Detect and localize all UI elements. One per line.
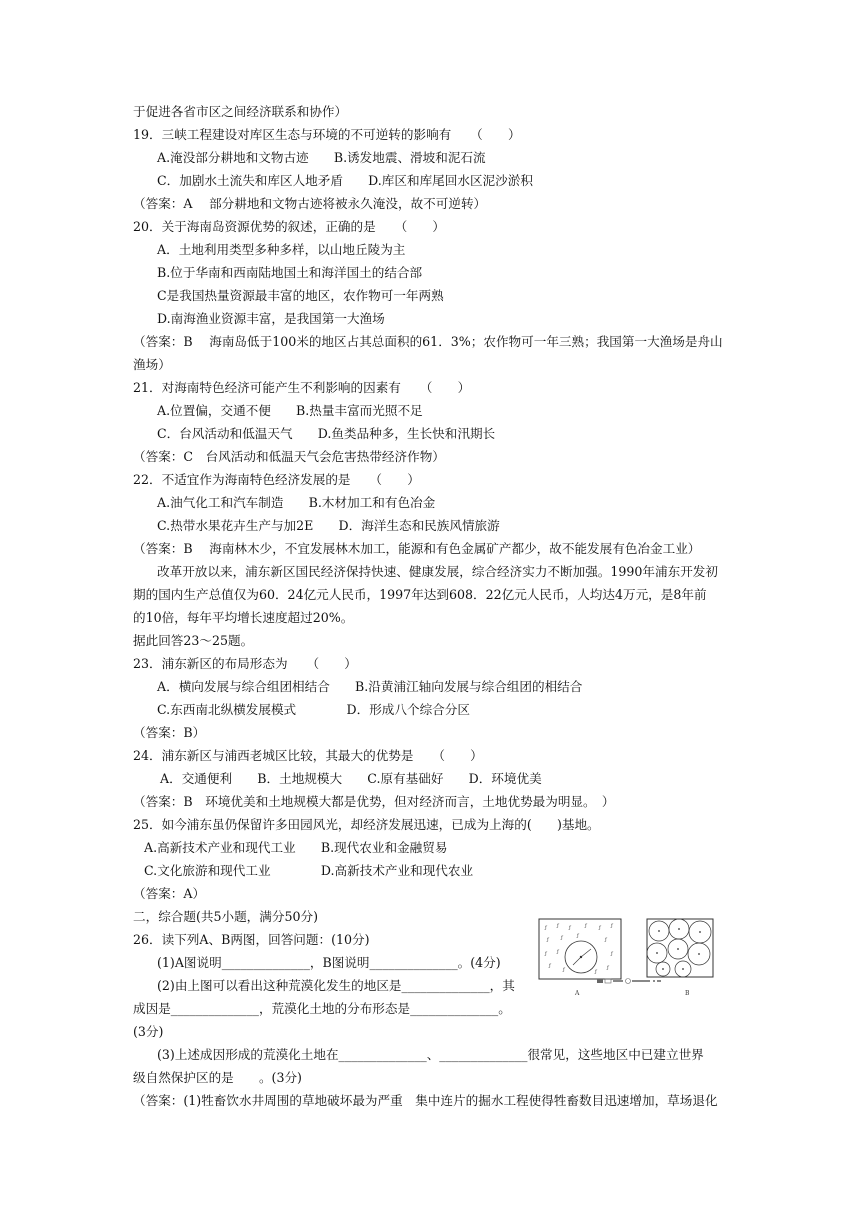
option-line: A.淹没部分耕地和文物古迹 B.诱发地震、滑坡和泥石流 xyxy=(157,150,486,165)
svg-text:ƒ: ƒ xyxy=(545,951,547,957)
answer-line: （答案：(1)牲畜饮水井周围的草地破坏最为严重 集中连片的掘水工程使得牲畜数目迅速增加，草场退化 xyxy=(133,1093,718,1108)
option-line: C.热带水果花卉生产与加2E D．海洋生态和民族风情旅游 xyxy=(157,518,500,533)
svg-text:ƒ: ƒ xyxy=(545,925,547,931)
sub-question: 成因是______________，荒漠化土地的分布形态是______________。 xyxy=(133,1001,511,1016)
option-line: C是我国热量资源最丰富的地区，农作物可一年两熟 xyxy=(157,288,444,303)
passage-line: 期的国内生产总值仅为60．24亿元人民币，1997年达到608．22亿元人民币，人均达4万元，是8年前 xyxy=(133,587,707,602)
option-line: C.东西南北纵横发展模式 D．形成八个综合分区 xyxy=(157,702,470,717)
svg-text:ƒ: ƒ xyxy=(599,925,601,931)
text-line: 于促进各省市区之间经济联系和协作） xyxy=(133,104,348,119)
section-heading: 二，综合题(共5小题，满分50分) xyxy=(133,909,318,924)
svg-text:ƒ: ƒ xyxy=(561,935,563,941)
svg-text:ƒ: ƒ xyxy=(549,963,551,969)
answer-line: （答案：C 台风活动和低温天气会危害热带经济作物） xyxy=(133,449,445,464)
answer-line: 渔场） xyxy=(133,357,171,372)
svg-text:ƒ: ƒ xyxy=(595,969,597,975)
sub-question: 级自然保护区的是 。(3分) xyxy=(133,1070,302,1085)
diagram-a xyxy=(539,919,621,997)
question-20: 20．关于海南岛资源优势的叙述，正确的是 （ ） xyxy=(133,219,445,234)
diagram-a-label: A xyxy=(575,990,580,997)
answer-line: （答案：A 部分耕地和文物古迹将被永久淹没，故不可逆转） xyxy=(133,196,487,211)
answer-line: （答案：B 海南林木少，不宜发展林木加工，能源和有色金属矿产都少，故不能发展有色冶金工业） xyxy=(133,541,701,556)
answer-line: （答案：A） xyxy=(133,886,206,901)
svg-text:ƒ: ƒ xyxy=(611,951,613,957)
sub-question: (3分) xyxy=(133,1024,164,1039)
sub-question: (2)由上图可以看出这种荒漠化发生的地区是______________，其 xyxy=(157,978,515,993)
svg-text:ƒ: ƒ xyxy=(547,937,549,943)
question-21: 21．对海南特色经济可能产生不利影响的因素有 （ ） xyxy=(133,380,471,395)
svg-text:ƒ: ƒ xyxy=(585,923,587,929)
option-line: C．台风活动和低温天气 D.鱼类品种多，生长快和汛期长 xyxy=(157,426,496,441)
svg-text:ƒ: ƒ xyxy=(607,965,609,971)
svg-text:ƒ: ƒ xyxy=(557,949,559,955)
option-line: C.文化旅游和现代工业 D.高新技术产业和现代农业 xyxy=(144,863,474,878)
option-line: D.南海渔业资源丰富，是我国第一大渔场 xyxy=(157,311,385,326)
figure-svg xyxy=(535,915,745,997)
question-24: 24．浦东新区与浦西老城区比较，其最大的优势是 （ ） xyxy=(133,748,483,763)
answer-line: （答案：B 环境优美和土地规模大都是优势，但对经济而言，土地优势最为明显。 ） xyxy=(133,794,615,809)
option-line: A．土地利用类型多种多样，以山地丘陵为主 xyxy=(157,242,406,257)
svg-text:ƒ: ƒ xyxy=(611,923,613,929)
option-line: B.位于华南和西南陆地国土和海洋国土的结合部 xyxy=(157,265,423,280)
answer-line: （答案：B） xyxy=(133,725,206,740)
option-line: A.位置偏，交通不便 B.热量丰富而光照不足 xyxy=(157,403,423,418)
svg-text:ƒ: ƒ xyxy=(569,925,571,931)
option-line: A．交通便利 B．土地规模大 C.原有基础好 D．环境优美 xyxy=(160,771,542,786)
option-line: C．加剧水土流失和库区人地矛盾 D.库区和库尾回水区泥沙淤积 xyxy=(157,173,533,188)
question-23: 23．浦东新区的布局形态为 （ ） xyxy=(133,656,357,671)
question-26: 26．读下列A、B两图，回答问题：(10分) xyxy=(133,932,370,947)
answer-line: （答案：B 海南岛低于100米的地区占其总面积的61．3%；农作物可一年三熟；我国第一大渔场是舟山 xyxy=(133,334,723,349)
svg-text:ƒ: ƒ xyxy=(557,923,559,929)
passage-line: 改革开放以来，浦东新区国民经济保持快速、健康发展，综合经济实力不断加强。1990年浦东开发初 xyxy=(157,564,718,579)
svg-text:ƒ: ƒ xyxy=(605,937,607,943)
question-19: 19．三峡工程建设对库区生态与环境的不可逆转的影响有 （ ） xyxy=(133,127,521,142)
passage-line: 的10倍，每年平均增长速度超过20%。 xyxy=(133,610,354,625)
desertification-figure xyxy=(535,915,745,997)
sub-question: (3)上述成因形成的荒漠化土地在______________、______________很常见，这些地区中已建立世界 xyxy=(157,1047,704,1062)
svg-text:ƒ: ƒ xyxy=(563,967,565,973)
question-25: 25．如今浦东虽仍保留许多田园风光，却经济发展迅速，已成为上海的( )基地。 xyxy=(133,817,600,832)
option-line: A．横向发展与综合组团相结合 B.沿黄浦江轴向发展与综合组团的相结合 xyxy=(157,679,583,694)
option-line: A.高新技术产业和现代工业 B.现代农业和金融贸易 xyxy=(144,840,448,855)
diagram-b-label: B xyxy=(685,990,690,997)
question-22: 22．不适宜作为海南特色经济发展的是 （ ） xyxy=(133,472,420,487)
sub-question: (1)A图说明______________，B图说明______________。(4分) xyxy=(157,955,501,970)
option-line: A.油气化工和汽车制造 B.木材加工和有色冶金 xyxy=(157,495,436,510)
passage-line: 据此回答23～25题。 xyxy=(133,633,254,648)
figure-legend xyxy=(597,979,661,984)
svg-text:ƒ: ƒ xyxy=(577,933,579,939)
diagram-b xyxy=(647,919,713,997)
